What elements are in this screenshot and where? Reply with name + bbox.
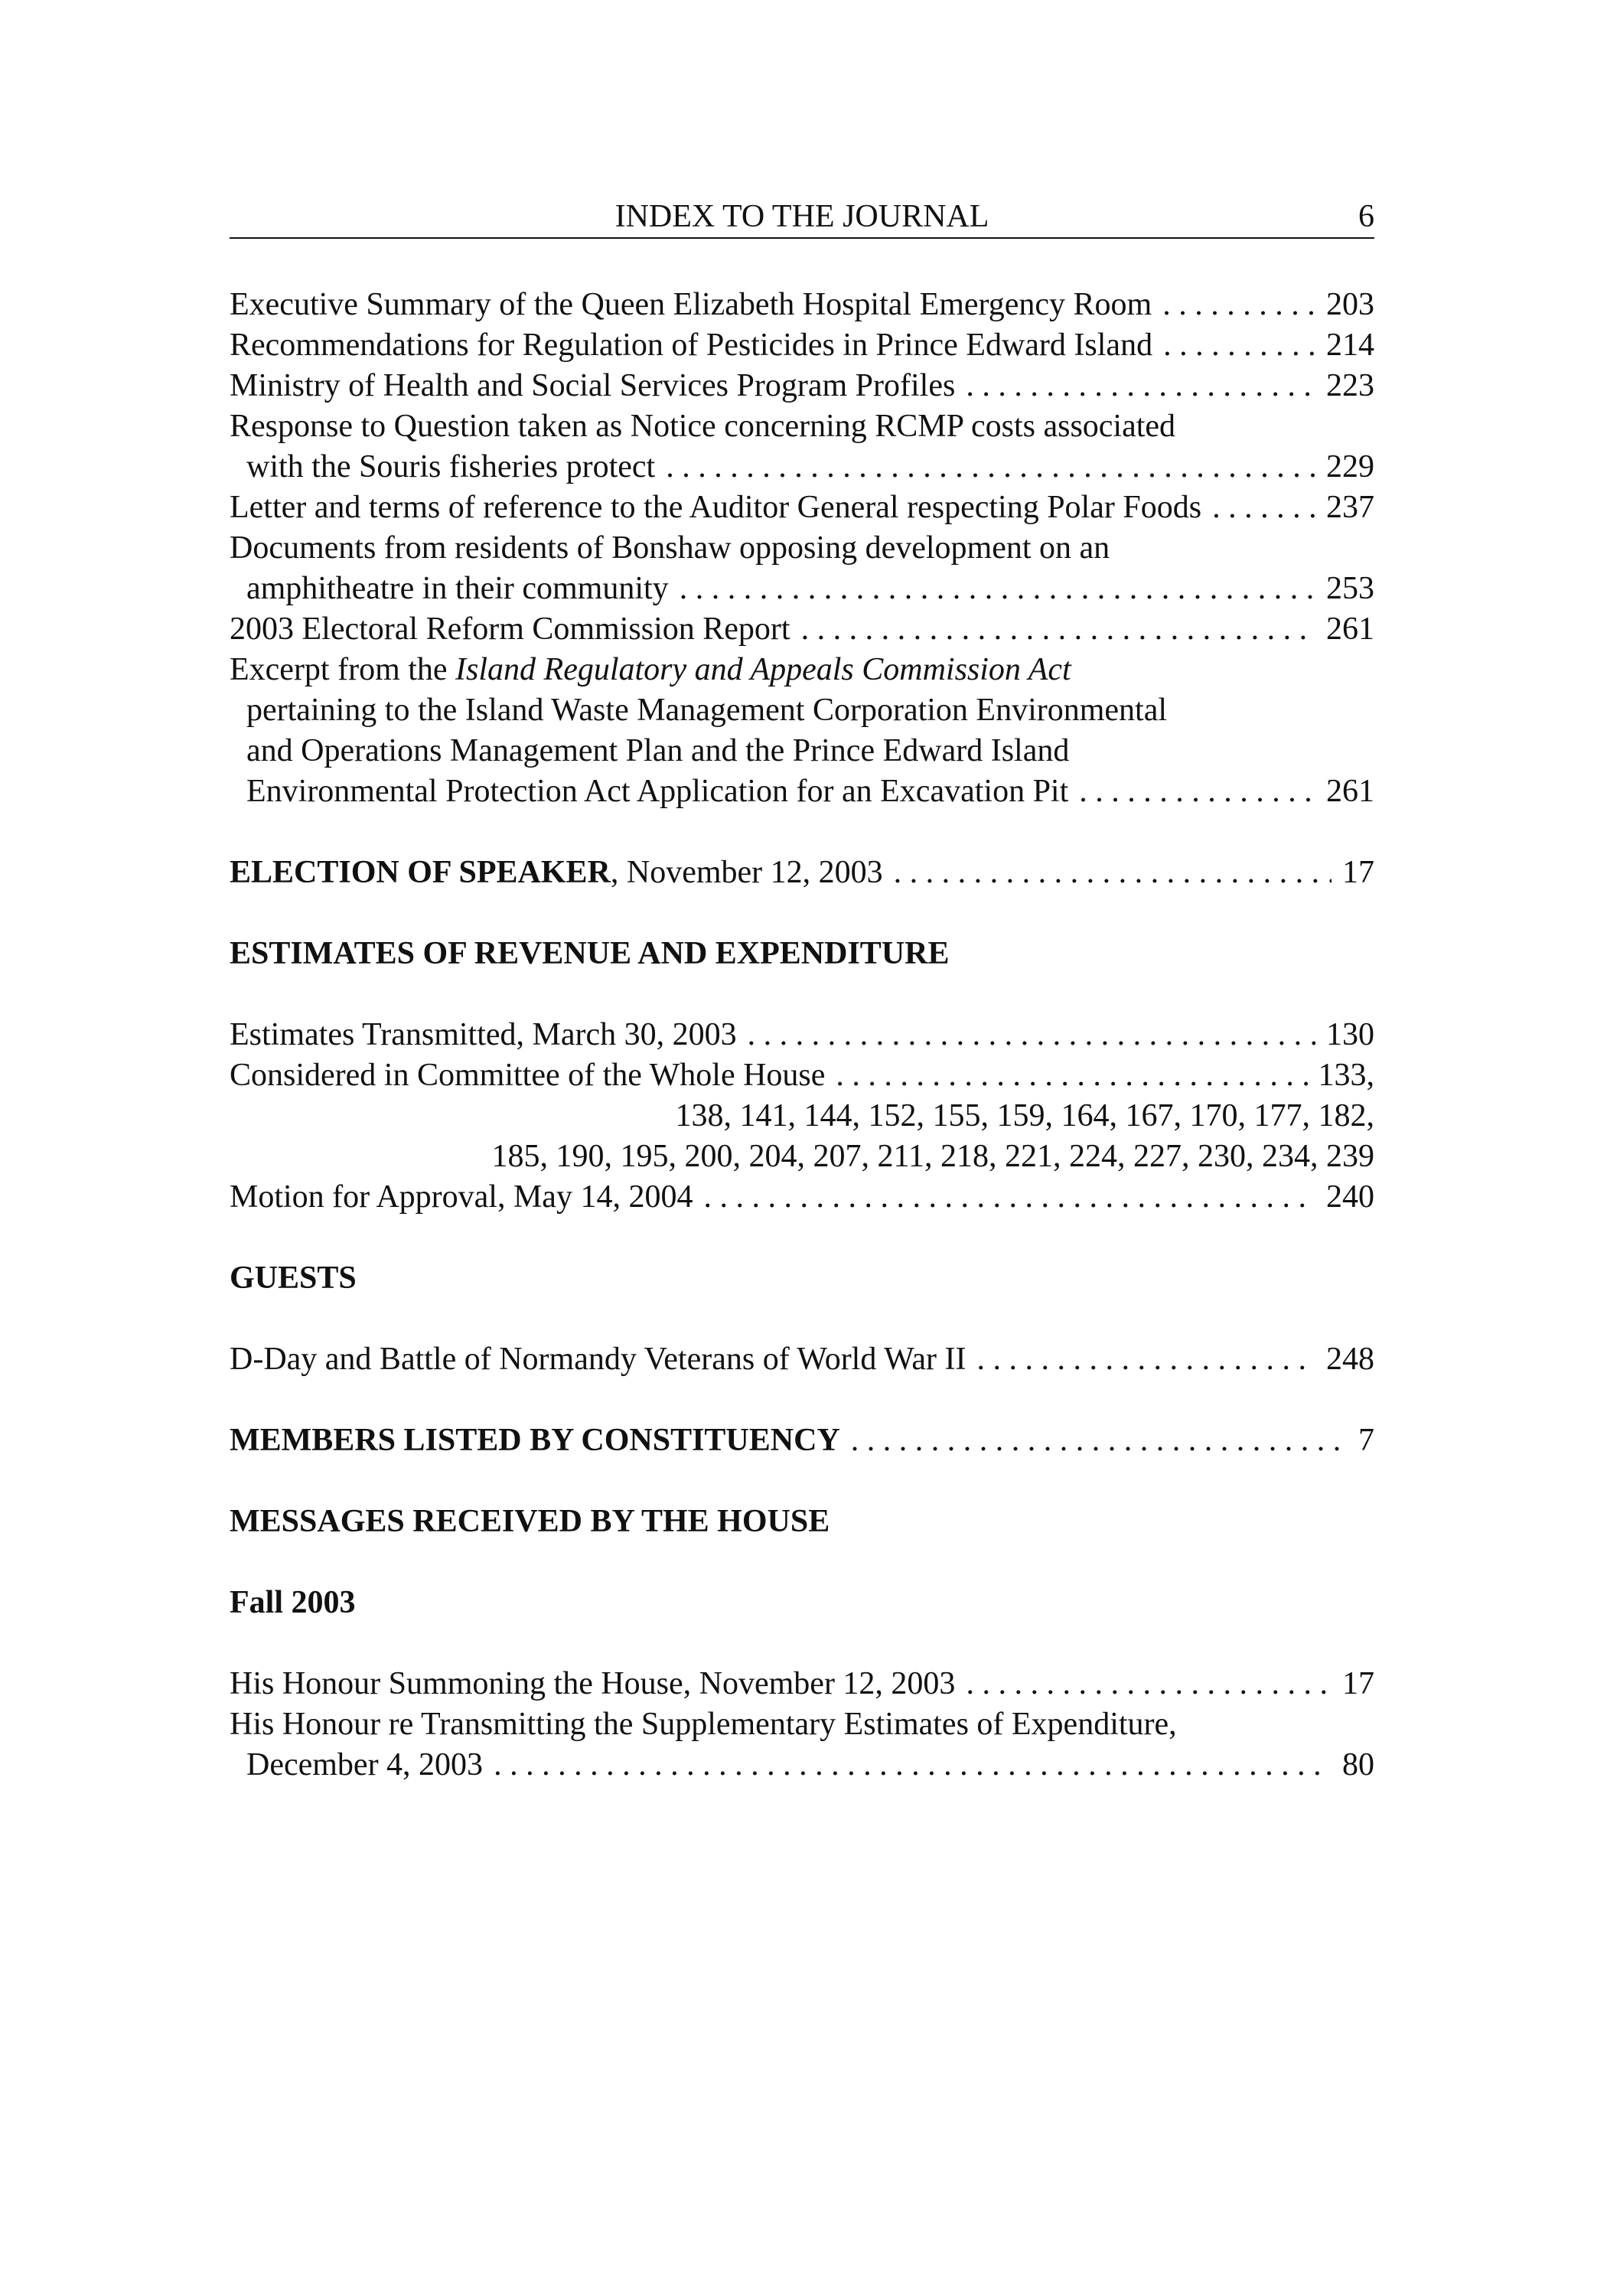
index-entry-electoral-reform <box>230 609 1374 650</box>
entry-page: 237 <box>1326 490 1374 525</box>
section-subheading: Fall 2003 <box>230 1585 356 1620</box>
leader-dots <box>801 609 1315 650</box>
index-entry-emergency-room <box>230 285 1374 325</box>
leader-dots <box>666 447 1315 488</box>
index-entry-d-day-veterans <box>230 1339 1374 1380</box>
index-entry-bonshaw <box>230 528 1374 609</box>
index-entry-supplementary-estimates <box>230 1704 1374 1786</box>
index-entry-rcmp-costs <box>230 406 1374 488</box>
entry-text-continued: December 4, 2003 <box>246 1747 484 1782</box>
entry-text: Estimates Transmitted, March 30, 2003 <box>230 1017 737 1052</box>
leader-dots <box>703 1177 1315 1218</box>
entry-page: 240 <box>1326 1179 1374 1215</box>
entry-text: Ministry of Health and Social Services Program Profiles <box>230 368 956 403</box>
entry-text: Documents from residents of Bonshaw opposing development on an <box>230 530 1110 566</box>
entry-text: 2003 Electoral Reform Commission Report <box>230 612 790 647</box>
entry-text: Considered in Committee of the Whole House <box>230 1058 826 1093</box>
entry-text-continued: amphitheatre in their community <box>246 571 669 606</box>
entry-text: Letter and terms of reference to the Auditor General respecting Polar Foods <box>230 490 1202 525</box>
entry-page: 248 <box>1326 1342 1374 1377</box>
index-entry-polar-foods <box>230 488 1374 528</box>
leader-dots <box>851 1420 1348 1461</box>
entry-text-continued: with the Souris fisheries protect <box>246 449 656 484</box>
leader-dots <box>1212 488 1315 528</box>
entry-text: His Honour re Transmitting the Supplementary Estimates of Expenditure, <box>230 1707 1177 1742</box>
index-entry-election-of-speaker <box>230 853 1374 893</box>
section-heading: MEMBERS LISTED BY CONSTITUENCY <box>230 1423 840 1458</box>
entry-detail: , November 12, 2003 <box>610 855 883 890</box>
leader-dots <box>1079 771 1315 812</box>
entry-text-continued: and Operations Management Plan and the Prince Edward Island <box>246 733 1070 768</box>
entry-page: 261 <box>1326 774 1374 809</box>
page-title: INDEX TO THE JOURNAL <box>614 199 989 234</box>
entry-page: 133, <box>1318 1058 1374 1093</box>
leader-dots <box>494 1745 1332 1786</box>
entry-page: 203 <box>1326 287 1374 322</box>
index-entry-estimates-considered <box>230 1055 1374 1177</box>
leader-dots <box>836 1055 1307 1096</box>
entry-text: His Honour Summoning the House, November 12, 2003 <box>230 1666 956 1701</box>
entry-text: D-Day and Battle of Normandy Veterans of World War II <box>230 1342 966 1377</box>
entry-page: 17 <box>1342 855 1374 890</box>
entry-text: Response to Question taken as Notice concerning RCMP costs associated <box>230 409 1176 444</box>
index-entry-estimates-approval <box>230 1177 1374 1218</box>
section-heading: ELECTION OF SPEAKER <box>230 855 611 890</box>
index-entry-estimates-transmitted <box>230 1015 1374 1055</box>
entry-page: 229 <box>1326 449 1374 484</box>
index-entry-excerpt <box>230 650 1374 812</box>
entry-text-continued: pertaining to the Island Waste Management Corporation Environmental <box>246 693 1168 728</box>
excerpt-prefix: Excerpt from the <box>230 652 456 687</box>
entry-text: Recommendations for Regulation of Pesticides in Prince Edward Island <box>230 328 1153 363</box>
entry-text: Executive Summary of the Queen Elizabeth Hospital Emergency Room <box>230 287 1152 322</box>
entry-text <box>230 650 1071 690</box>
leader-dots <box>1162 285 1315 325</box>
entry-page: 261 <box>1326 612 1374 647</box>
entry-pages-continued: 185, 190, 195, 200, 204, 207, 211, 218, 221, 224, 227, 230, 234, 239 <box>491 1139 1374 1174</box>
leader-dots <box>894 853 1332 893</box>
entry-page: 17 <box>1342 1666 1374 1701</box>
entry-page: 223 <box>1326 368 1374 403</box>
page-header <box>230 197 1374 239</box>
section-heading: MESSAGES RECEIVED BY THE HOUSE <box>230 1504 830 1539</box>
leader-dots <box>680 569 1315 609</box>
entry-page: 7 <box>1358 1423 1374 1458</box>
index-entry-members-by-constituency <box>230 1420 1374 1461</box>
index-entry-program-profiles <box>230 366 1374 406</box>
leader-dots <box>966 366 1315 406</box>
act-title: Island Regulatory and Appeals Commission Act <box>455 652 1071 687</box>
leader-dots <box>976 1339 1315 1380</box>
entry-page: 80 <box>1342 1747 1374 1782</box>
leader-dots <box>1163 325 1315 366</box>
entry-page: 214 <box>1326 328 1374 363</box>
leader-dots <box>748 1015 1315 1055</box>
index-entry-pesticides <box>230 325 1374 366</box>
entry-text <box>230 853 883 893</box>
index-entry-summoning-the-house <box>230 1664 1374 1704</box>
index-body <box>230 285 1374 1786</box>
entry-text-continued: Environmental Protection Act Application for an Excavation Pit <box>246 774 1069 809</box>
page-number: 6 <box>1358 199 1374 234</box>
entry-page: 130 <box>1326 1017 1374 1052</box>
entry-text: Motion for Approval, May 14, 2004 <box>230 1179 693 1215</box>
entry-page: 253 <box>1326 571 1374 606</box>
entry-pages-continued: 138, 141, 144, 152, 155, 159, 164, 167, 170, 177, 182, <box>675 1098 1374 1133</box>
section-heading: ESTIMATES OF REVENUE AND EXPENDITURE <box>230 936 950 971</box>
section-heading: GUESTS <box>230 1261 357 1296</box>
leader-dots <box>966 1664 1332 1704</box>
